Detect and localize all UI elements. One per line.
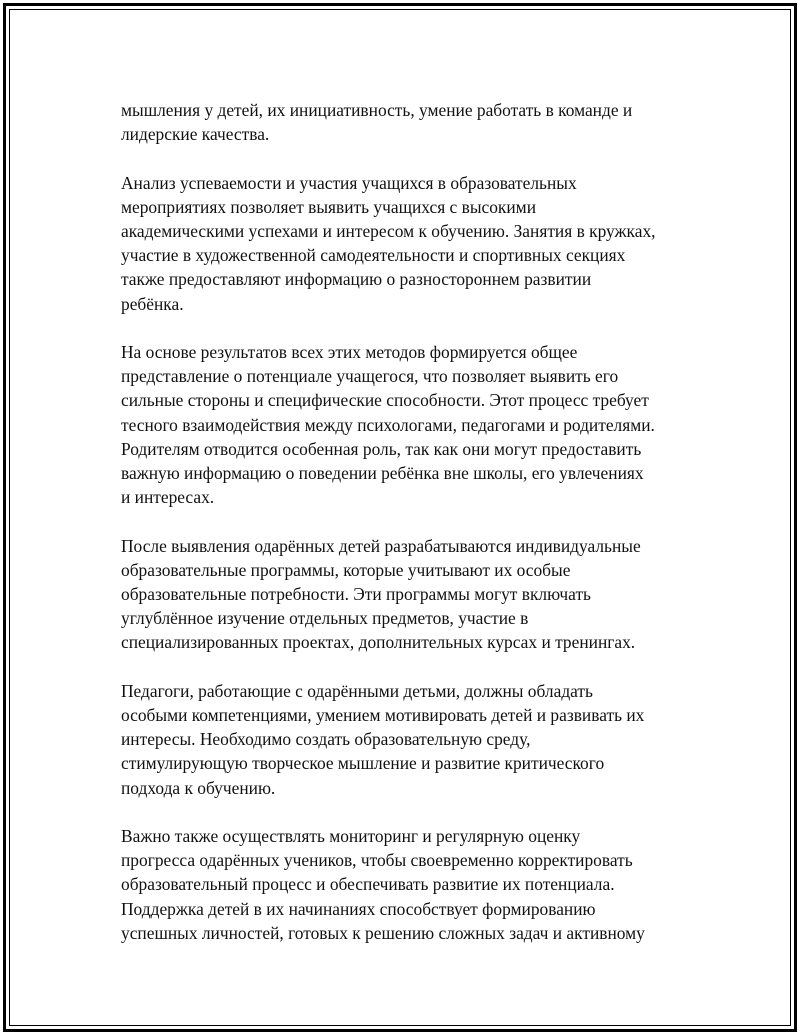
paragraph-4 <box>121 534 701 655</box>
paragraph-2 <box>121 171 701 316</box>
text-line: успешных личностей, готовых к решению сложных задач и активному <box>121 922 645 943</box>
text-line: На основе результатов всех этих методов формируется общее <box>121 342 578 362</box>
text-line: Важно также осуществлять мониторинг и регулярную оценку <box>121 826 581 847</box>
text-line: После выявления одарённых детей разрабатываются индивидуальные <box>121 535 641 556</box>
page-frame <box>3 3 797 1032</box>
document-body <box>121 98 701 969</box>
text-line: участие в художественной самодеятельности и спортивных секциях <box>121 245 626 266</box>
text-line: мероприятиях позволяет выявить учащихся с высокими <box>121 196 536 217</box>
text-line: Анализ успеваемости и участия учащихся в образовательных <box>121 172 577 193</box>
text-line: образовательные потребности. Эти программы могут включать <box>121 584 591 605</box>
text-line: стимулирующую творческое мышление и развитие критического <box>121 753 605 774</box>
text-line: мышления у детей, их инициативность, умение работать в команде и <box>121 100 633 120</box>
text-line: важную информацию о поведении ребёнка вне школы, его увлечениях <box>121 463 644 484</box>
text-line: лидерские качества. <box>121 124 270 145</box>
text-line: прогресса одарённых учеников, чтобы своевременно корректировать <box>121 850 633 871</box>
paragraph-1 <box>121 98 701 146</box>
text-line: ребёнка. <box>121 293 184 314</box>
text-line: образовательный процесс и обеспечивать развитие их потенциала. <box>121 874 615 895</box>
text-line: представление о потенциале учащегося, что позволяет выявить его <box>121 366 619 387</box>
text-line: сильные стороны и специфические способности. Этот процесс требует <box>121 390 649 411</box>
paragraph-3 <box>121 340 701 509</box>
text-line: подхода к обучению. <box>121 777 276 798</box>
paragraph-5 <box>121 679 701 800</box>
text-line: академическими успехами и интересом к обучению. Занятия в кружках, <box>121 221 656 241</box>
text-line: Родителям отводится особенная роль, так как они могут предоставить <box>121 438 642 459</box>
text-line: специализированных проектах, дополнительных курсах и тренингах. <box>121 632 636 653</box>
text-line: также предоставляют информацию о разностороннем развитии <box>121 269 592 290</box>
text-line: Поддержка детей в их начинаниях способствует формированию <box>121 898 596 919</box>
text-line: образовательные программы, которые учитывают их особые <box>121 559 571 580</box>
text-line: углублённое изучение отдельных предметов, участие в <box>121 608 529 629</box>
text-line: и интересах. <box>121 487 215 508</box>
text-line: интересы. Необходимо создать образовательную среду, <box>121 729 531 750</box>
text-line: особыми компетенциями, умением мотивировать детей и развивать их <box>121 705 645 726</box>
paragraph-6 <box>121 824 701 945</box>
text-line: Педагоги, работающие с одарёнными детьми, должны обладать <box>121 680 593 701</box>
text-line: тесного взаимодействия между психологами, педагогами и родителями. <box>121 414 655 435</box>
